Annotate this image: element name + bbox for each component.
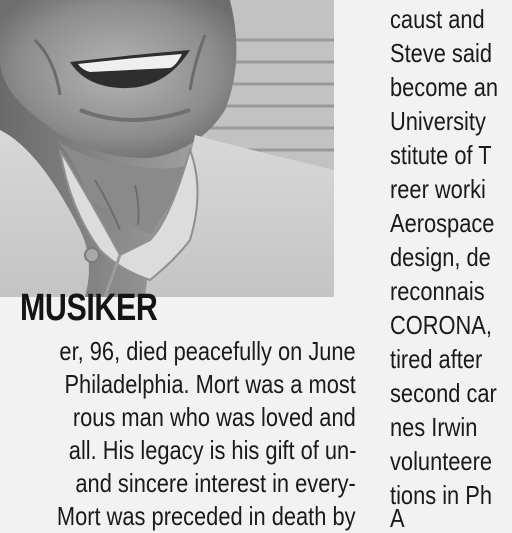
- body-line: tired after: [390, 344, 483, 374]
- body-line: Steve said: [390, 38, 492, 68]
- body-line: A: [390, 503, 405, 533]
- body-line: become an: [390, 72, 499, 102]
- portrait-image: [0, 0, 334, 297]
- body-line: Aerospace: [390, 208, 495, 238]
- portrait-photo: [0, 0, 334, 297]
- body-line: er, 96, died peacefully on June: [59, 336, 356, 366]
- body-line: rous man who was loved and: [73, 402, 356, 432]
- body-line: caust and: [390, 4, 485, 34]
- body-line: reer worki: [390, 174, 486, 204]
- body-line: stitute of T: [390, 140, 492, 170]
- body-line: second car: [390, 378, 497, 408]
- body-line: reconnais: [390, 276, 485, 306]
- body-line: Mort was preceded in death by: [57, 501, 356, 531]
- body-line: volunteere: [390, 446, 492, 476]
- body-line: CORONA,: [390, 310, 492, 340]
- obituary-body-left: [0, 336, 356, 531]
- obituary-body-right: [390, 0, 512, 533]
- body-line: Philadelphia. Mort was a most: [64, 369, 356, 399]
- body-line: University: [390, 106, 486, 136]
- body-line: tions in Ph: [390, 480, 492, 510]
- body-line: nes Irwin: [390, 412, 478, 442]
- body-line: design, de: [390, 242, 491, 272]
- body-line: all. His legacy is his gift of un-: [68, 435, 356, 465]
- body-line: and sincere interest in every-: [75, 468, 356, 498]
- obituary-surname: MUSIKER: [20, 287, 158, 329]
